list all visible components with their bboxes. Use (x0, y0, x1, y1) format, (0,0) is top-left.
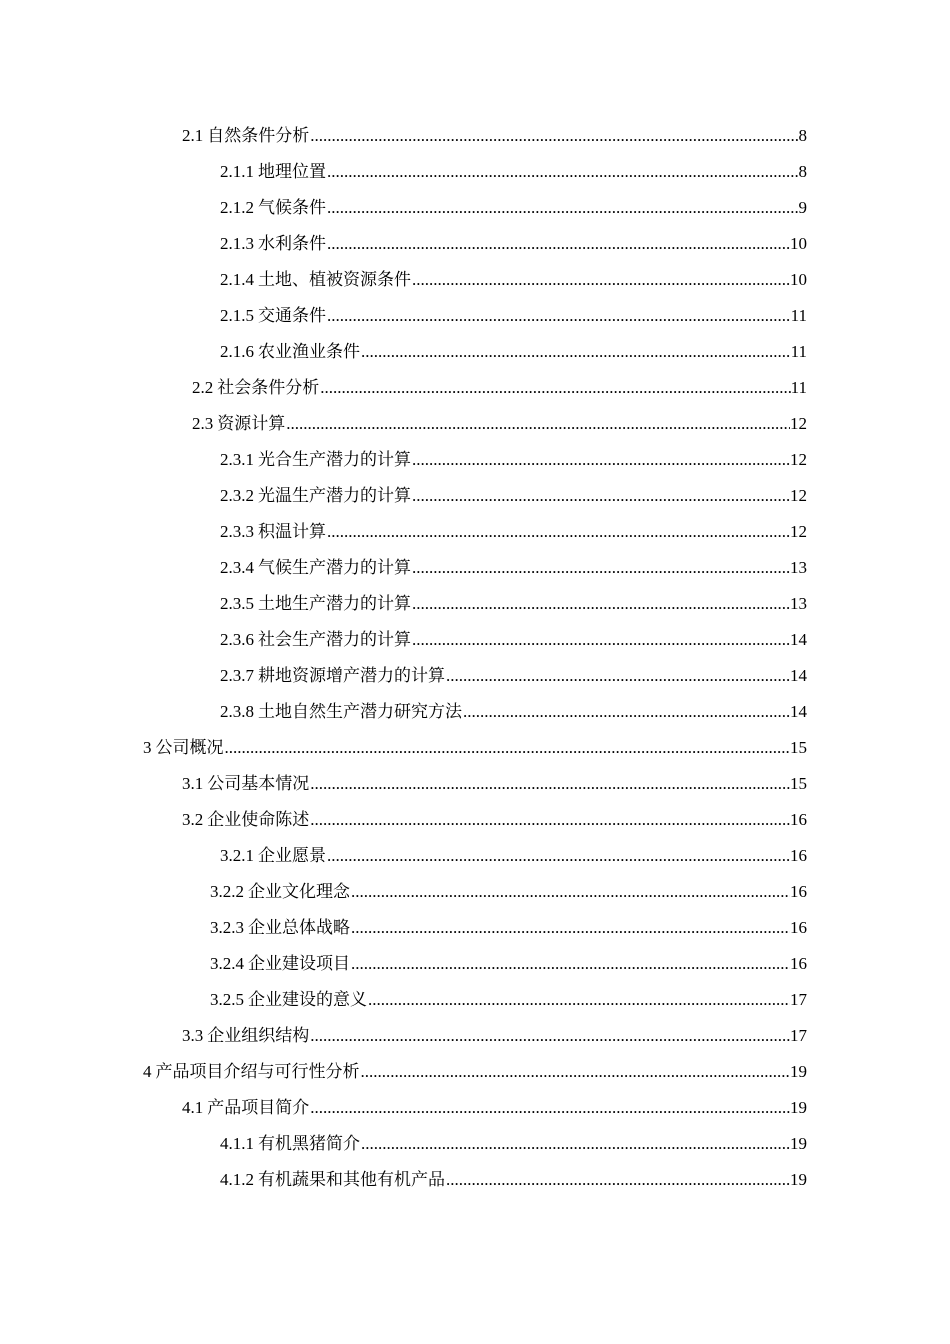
toc-entry-page-number: 12 (790, 522, 807, 541)
toc-entry-label (220, 838, 326, 874)
toc-dot-leader (411, 442, 790, 478)
toc-dot-leader (326, 514, 790, 550)
toc-dot-leader (360, 1054, 791, 1090)
toc-entry[interactable] (0, 946, 950, 982)
toc-entry[interactable] (0, 190, 950, 226)
toc-entry[interactable] (0, 1018, 950, 1054)
toc-entry-label (220, 298, 326, 334)
toc-dot-leader (326, 190, 799, 226)
toc-entry-number: 3.3 (182, 1026, 204, 1045)
toc-entry-number: 4 (143, 1062, 152, 1081)
toc-entry-label (220, 442, 411, 478)
toc-entry-page-number: 12 (790, 486, 807, 505)
toc-entry-title: 企业使命陈述 (207, 810, 310, 829)
toc-entry-title: 土地自然生产潜力研究方法 (258, 702, 462, 721)
toc-entry-number: 2.3.3 (220, 522, 254, 541)
toc-entry[interactable] (0, 874, 950, 910)
toc-entry-title: 社会条件分析 (217, 378, 320, 397)
toc-entry[interactable] (0, 910, 950, 946)
toc-entry-page-number: 15 (790, 774, 807, 793)
toc-entry-page-number: 13 (790, 558, 807, 577)
toc-entry-label (220, 694, 462, 730)
toc-entry-page-number: 10 (790, 270, 807, 289)
toc-dot-leader (350, 946, 790, 982)
toc-entry-number: 2.2 (192, 378, 214, 397)
toc-entry-number: 2.3.1 (220, 450, 254, 469)
toc-entry-title: 企业组织结构 (207, 1026, 310, 1045)
toc-entry-number: 3.2.5 (210, 990, 244, 1009)
toc-dot-leader (309, 802, 790, 838)
toc-entry-page-number: 16 (790, 846, 807, 865)
toc-entry-page-number: 14 (790, 702, 807, 721)
toc-dot-leader (309, 1090, 790, 1126)
toc-entry-label (220, 478, 411, 514)
toc-dot-leader (326, 226, 790, 262)
toc-entry[interactable] (0, 838, 950, 874)
toc-entry-label (143, 730, 224, 766)
toc-entry-title: 光合生产潜力的计算 (258, 450, 411, 469)
toc-entry-label (220, 1162, 445, 1198)
toc-entry-number: 2.1.1 (220, 162, 254, 181)
toc-entry-label (210, 946, 350, 982)
toc-entry[interactable] (0, 406, 950, 442)
toc-entry-page-number: 19 (790, 1062, 807, 1081)
toc-entry-label (220, 262, 411, 298)
toc-dot-leader (411, 622, 790, 658)
toc-entry-title: 资源计算 (217, 414, 286, 433)
toc-dot-leader (309, 766, 790, 802)
toc-entry-number: 2.3.4 (220, 558, 254, 577)
toc-entry[interactable] (0, 658, 950, 694)
toc-entry-title: 企业总体战略 (248, 918, 350, 937)
toc-entry-title: 公司基本情况 (207, 774, 310, 793)
toc-entry-number: 3.2.4 (210, 954, 244, 973)
toc-dot-leader (360, 1126, 790, 1162)
toc-entry[interactable] (0, 730, 950, 766)
toc-entry[interactable] (0, 802, 950, 838)
toc-entry[interactable] (0, 370, 950, 406)
toc-dot-leader (445, 658, 790, 694)
toc-entry-page-number: 17 (790, 1026, 807, 1045)
toc-dot-leader (360, 334, 791, 370)
toc-entry-number: 4.1.2 (220, 1170, 254, 1189)
toc-entry[interactable] (0, 766, 950, 802)
toc-entry[interactable] (0, 1162, 950, 1198)
toc-entry-label (210, 874, 350, 910)
toc-entry[interactable] (0, 154, 950, 190)
toc-entry[interactable] (0, 982, 950, 1018)
toc-entry-page-number: 14 (790, 666, 807, 685)
toc-entry-page-number: 8 (798, 126, 807, 145)
toc-entry-page-number: 15 (790, 738, 807, 757)
toc-entry-number: 2.1.4 (220, 270, 254, 289)
toc-entry-number: 3 (143, 738, 152, 757)
toc-entry-number: 3.2.2 (210, 882, 244, 901)
toc-dot-leader (309, 118, 798, 154)
toc-entry-page-number: 19 (790, 1134, 807, 1153)
toc-entry-number: 4.1.1 (220, 1134, 254, 1153)
toc-entry-title: 产品项目简介 (207, 1098, 310, 1117)
toc-entry-label (220, 226, 326, 262)
toc-entry-number: 3.1 (182, 774, 204, 793)
toc-dot-leader (411, 478, 790, 514)
toc-dot-leader (367, 982, 790, 1018)
toc-dot-leader (285, 406, 790, 442)
toc-dot-leader (350, 874, 790, 910)
toc-entry-title: 水利条件 (258, 234, 326, 253)
toc-entry-title: 土地、植被资源条件 (258, 270, 411, 289)
toc-entry-label (220, 190, 326, 226)
toc-entry-number: 3.2.3 (210, 918, 244, 937)
toc-entry-label (182, 1090, 309, 1126)
toc-entry-title: 土地生产潜力的计算 (258, 594, 411, 613)
toc-entry-number: 3.2 (182, 810, 204, 829)
toc-entry[interactable] (0, 478, 950, 514)
toc-dot-leader (411, 586, 790, 622)
toc-entry-page-number: 11 (790, 342, 807, 361)
toc-entry-title: 积温计算 (258, 522, 326, 541)
toc-entry-title: 公司概况 (155, 738, 224, 757)
toc-entry-label (220, 334, 360, 370)
toc-entry-page-number: 19 (790, 1098, 807, 1117)
toc-entry[interactable] (0, 334, 950, 370)
toc-entry[interactable] (0, 1090, 950, 1126)
toc-entry-label (220, 586, 411, 622)
toc-entry-title: 气候条件 (258, 198, 326, 217)
toc-dot-leader (326, 838, 790, 874)
toc-dot-leader (411, 262, 790, 298)
toc-entry-title: 地理位置 (258, 162, 326, 181)
toc-entry-title: 农业渔业条件 (258, 342, 360, 361)
toc-entry-page-number: 13 (790, 594, 807, 613)
toc-entry-label (220, 1126, 360, 1162)
toc-entry-number: 4.1 (182, 1098, 204, 1117)
toc-entry-page-number: 11 (790, 306, 807, 325)
toc-entry-number: 2.1 (182, 126, 204, 145)
toc-entry[interactable] (0, 298, 950, 334)
toc-entry-label (220, 622, 411, 658)
toc-entry[interactable] (0, 118, 950, 154)
toc-entry-title: 企业建设的意义 (248, 990, 367, 1009)
toc-entry-label (220, 550, 411, 586)
toc-entry[interactable] (0, 622, 950, 658)
toc-entry[interactable] (0, 550, 950, 586)
toc-dot-leader (326, 298, 791, 334)
toc-entry-number: 2.1.5 (220, 306, 254, 325)
toc-entry[interactable] (0, 262, 950, 298)
toc-entry-title: 企业建设项目 (248, 954, 350, 973)
toc-entry-title: 企业文化理念 (248, 882, 350, 901)
toc-entry-title: 有机黑猪简介 (258, 1134, 360, 1153)
toc-entry-label (210, 910, 350, 946)
toc-entry-number: 2.3.7 (220, 666, 254, 685)
toc-entry-title: 有机蔬果和其他有机产品 (258, 1170, 445, 1189)
toc-entry[interactable] (0, 1126, 950, 1162)
toc-entry-number: 2.1.2 (220, 198, 254, 217)
toc-entry-label (220, 154, 326, 190)
toc-entry-number: 2.3.8 (220, 702, 254, 721)
toc-entry-page-number: 9 (798, 198, 807, 217)
toc-entry-label (210, 982, 367, 1018)
toc-entry-title: 企业愿景 (258, 846, 326, 865)
toc-entry[interactable] (0, 442, 950, 478)
toc-dot-leader (326, 154, 799, 190)
toc-entry-page-number: 10 (790, 234, 807, 253)
toc-entry-title: 光温生产潜力的计算 (258, 486, 411, 505)
toc-entry-page-number: 14 (790, 630, 807, 649)
toc-dot-leader (224, 730, 791, 766)
toc-entry[interactable] (0, 226, 950, 262)
toc-dot-leader (350, 910, 790, 946)
toc-entry-number: 2.3.5 (220, 594, 254, 613)
toc-entry[interactable] (0, 694, 950, 730)
toc-entry-label (182, 118, 309, 154)
toc-entry[interactable] (0, 514, 950, 550)
toc-entry-number: 2.1.3 (220, 234, 254, 253)
toc-entry-page-number: 17 (790, 990, 807, 1009)
toc-entry-page-number: 12 (790, 414, 807, 433)
toc-entry-title: 气候生产潜力的计算 (258, 558, 411, 577)
toc-entry-title: 产品项目介绍与可行性分析 (155, 1062, 360, 1081)
table-of-contents (0, 118, 950, 1198)
toc-entry-page-number: 16 (790, 882, 807, 901)
toc-entry-title: 交通条件 (258, 306, 326, 325)
toc-entry-number: 2.1.6 (220, 342, 254, 361)
toc-dot-leader (309, 1018, 790, 1054)
toc-entry-page-number: 16 (790, 810, 807, 829)
toc-entry-page-number: 16 (790, 954, 807, 973)
toc-entry[interactable] (0, 586, 950, 622)
toc-entry-page-number: 11 (790, 378, 807, 397)
toc-entry-label (182, 766, 309, 802)
toc-dot-leader (411, 550, 790, 586)
toc-entry-page-number: 8 (798, 162, 807, 181)
toc-dot-leader (445, 1162, 790, 1198)
toc-entry-page-number: 16 (790, 918, 807, 937)
toc-entry-label (192, 370, 319, 406)
toc-entry-label (220, 514, 326, 550)
toc-entry-label (143, 1054, 360, 1090)
toc-entry-label (220, 658, 445, 694)
toc-entry-page-number: 19 (790, 1170, 807, 1189)
toc-entry-page-number: 12 (790, 450, 807, 469)
toc-entry[interactable] (0, 1054, 950, 1090)
toc-entry-title: 耕地资源增产潜力的计算 (258, 666, 445, 685)
toc-entry-number: 3.2.1 (220, 846, 254, 865)
toc-entry-title: 自然条件分析 (207, 126, 310, 145)
toc-entry-title: 社会生产潜力的计算 (258, 630, 411, 649)
toc-entry-number: 2.3.2 (220, 486, 254, 505)
toc-entry-label (182, 802, 309, 838)
toc-entry-label (192, 406, 285, 442)
toc-entry-number: 2.3.6 (220, 630, 254, 649)
toc-entry-number: 2.3 (192, 414, 214, 433)
toc-entry-label (182, 1018, 309, 1054)
toc-dot-leader (462, 694, 790, 730)
toc-dot-leader (319, 370, 790, 406)
